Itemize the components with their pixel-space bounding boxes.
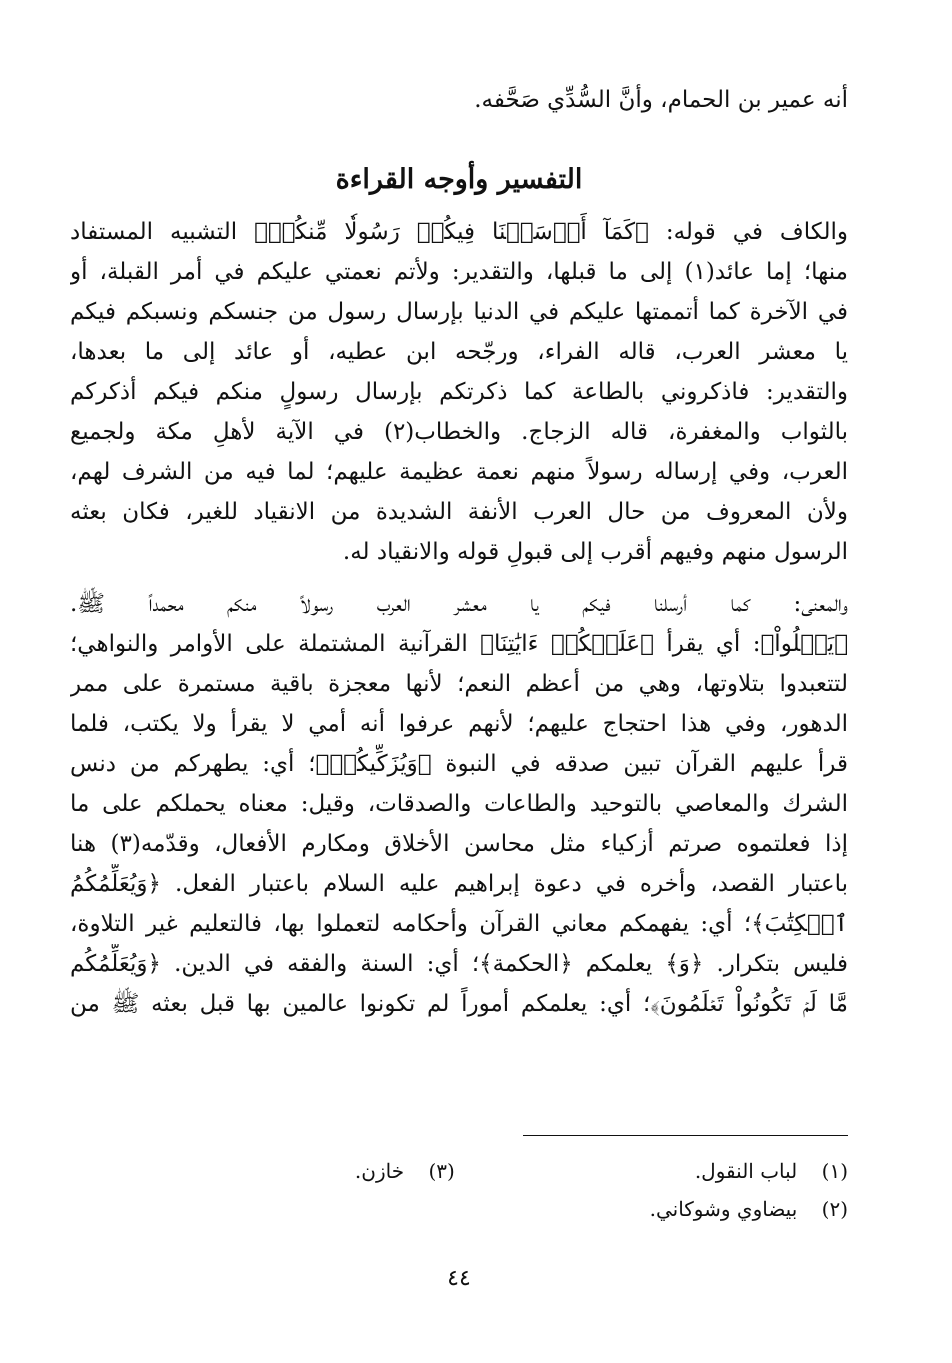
- text-line: الرسول منهم وفيهم أقرب إلى قبولِ قوله والانقياد له.: [342, 539, 848, 565]
- footnote-number: (١): [821, 1159, 848, 1183]
- text-line: بالثواب والمغفرة، قاله الزجاج. والخطاب(٢) في الآية لأهلِ مكة ولجميع: [70, 419, 848, 445]
- text-line: ولأن المعروف من حال العرب الأنفة الشديدة من الانقياد للغير، فكان بعثه: [70, 499, 848, 525]
- text-line: يا معشر العرب، قاله الفراء، ورجّحه ابن عطيه، أو عائد إلى ما بعدها،: [70, 339, 848, 365]
- footnote-number: (٣): [428, 1159, 455, 1183]
- text-line: الشرك والمعاصي بالتوحيد والطاعات والصدقات، وقيل: معناه يحملكم على ما: [70, 791, 848, 817]
- text-line: والمعنى: كما أرسلنا فيكم يا معشر العرب رسولاً منكم محمداً ﷺ.: [70, 591, 848, 617]
- text-line: فليس بتكرار. ﴿وَ﴾ يعلمكم ﴿الحكمة﴾؛ أي: السنة والفقه في الدين. ﴿وَيُعَلِّمُكُم: [70, 951, 848, 977]
- text-line: الدهور، وفي هذا احتجاج عليهم؛ لأنهم عرفوا أنه أمي لا يقرأ ولا يكتب، فلما: [70, 711, 848, 737]
- text-line: ٱلۡكِتَٰبَ﴾؛ أي: يفهمكم معاني القرآن وأحكامه لتعملوا بها، فالتعليم غير التلاوة،: [70, 911, 848, 937]
- intro-line: أنه عمير بن الحمام، وأنَّ السُّدِّي صَحَّفه.: [474, 87, 848, 113]
- text-line: قرأ عليهم القرآن تبين صدقه في النبوة ﴿وَيُزَكِّيكُمۡ﴾؛ أي: يطهركم من دنس: [70, 751, 848, 777]
- footnote-text: خازن.: [354, 1159, 405, 1183]
- footnote-item: [355, 1153, 455, 1189]
- text-line: والكاف في قوله: ﴿كَمَآ أَرۡسَلۡنَا فِيكُمۡ رَسُولٗا مِّنكُمۡ﴾ التشبيه المستفاد: [70, 219, 848, 245]
- body-paragraph-2: [70, 584, 848, 1024]
- footnote-item: [650, 1191, 848, 1227]
- text-line: ﴿يَتۡلُواْ﴾: أي يقرأ ﴿عَلَيۡكُمۡ ءَايَٰتِنَا﴾ القرآنية المشتملة على الأوامر والنواهي؛: [70, 631, 848, 657]
- section-title: التفسير وأوجه القراءة: [335, 164, 583, 195]
- page-number: ٤٤: [447, 1266, 471, 1291]
- footnote-text: بيضاوي وشوكاني.: [649, 1197, 798, 1221]
- footnote-divider: [523, 1135, 848, 1136]
- text-line: والتقدير: فاذكروني بالطاعة كما ذكرتكم بإرسال رسولٍ منكم فيكم أذكركم: [70, 379, 848, 405]
- text-line: مَّا لَمۡ تَكُونُواْ تَعۡلَمُونَ﴾؛ أي: يعلمكم أموراً لم تكونوا عالمين بها قبل بعثه ﷺ من: [70, 991, 848, 1017]
- footnote-text: لباب النقول.: [694, 1159, 798, 1183]
- text-line: العرب، وفي إرساله رسولاً منهم نعمة عظيمة عليهم؛ لما فيه من الشرف لهم،: [70, 459, 848, 485]
- text-line: إذا فعلتموه صرتم أزكياء مثل محاسن الأخلاق ومكارم الأفعال، وقدّمه(٣) هنا: [70, 831, 848, 857]
- text-line: في الآخرة كما أتممتها عليكم في الدنيا بإرسال رسول من جنسكم ونسبكم فيكم: [70, 299, 848, 325]
- footnote-row: [70, 1152, 848, 1190]
- body-paragraph-1: [70, 212, 848, 572]
- footnotes: [70, 1152, 848, 1228]
- footnote-number: (٢): [821, 1197, 848, 1221]
- footnote-row: [70, 1190, 848, 1228]
- text-line: منها؛ إما عائد(١) إلى ما قبلها، والتقدير: ولأتم نعمتي عليكم في أمر القبلة، أو: [70, 259, 848, 285]
- text-line: باعتبار القصد، وأخره في دعوة إبراهيم عليه السلام باعتبار الفعل. ﴿وَيُعَلِّمُكُمُ: [70, 871, 848, 897]
- text-line: لتتعبدوا بتلاوتها، وهي من أعظم النعم؛ لأنها معجزة باقية مستمرة على ممر: [70, 671, 848, 697]
- footnote-item: [695, 1153, 848, 1189]
- document-page: [70, 80, 848, 1340]
